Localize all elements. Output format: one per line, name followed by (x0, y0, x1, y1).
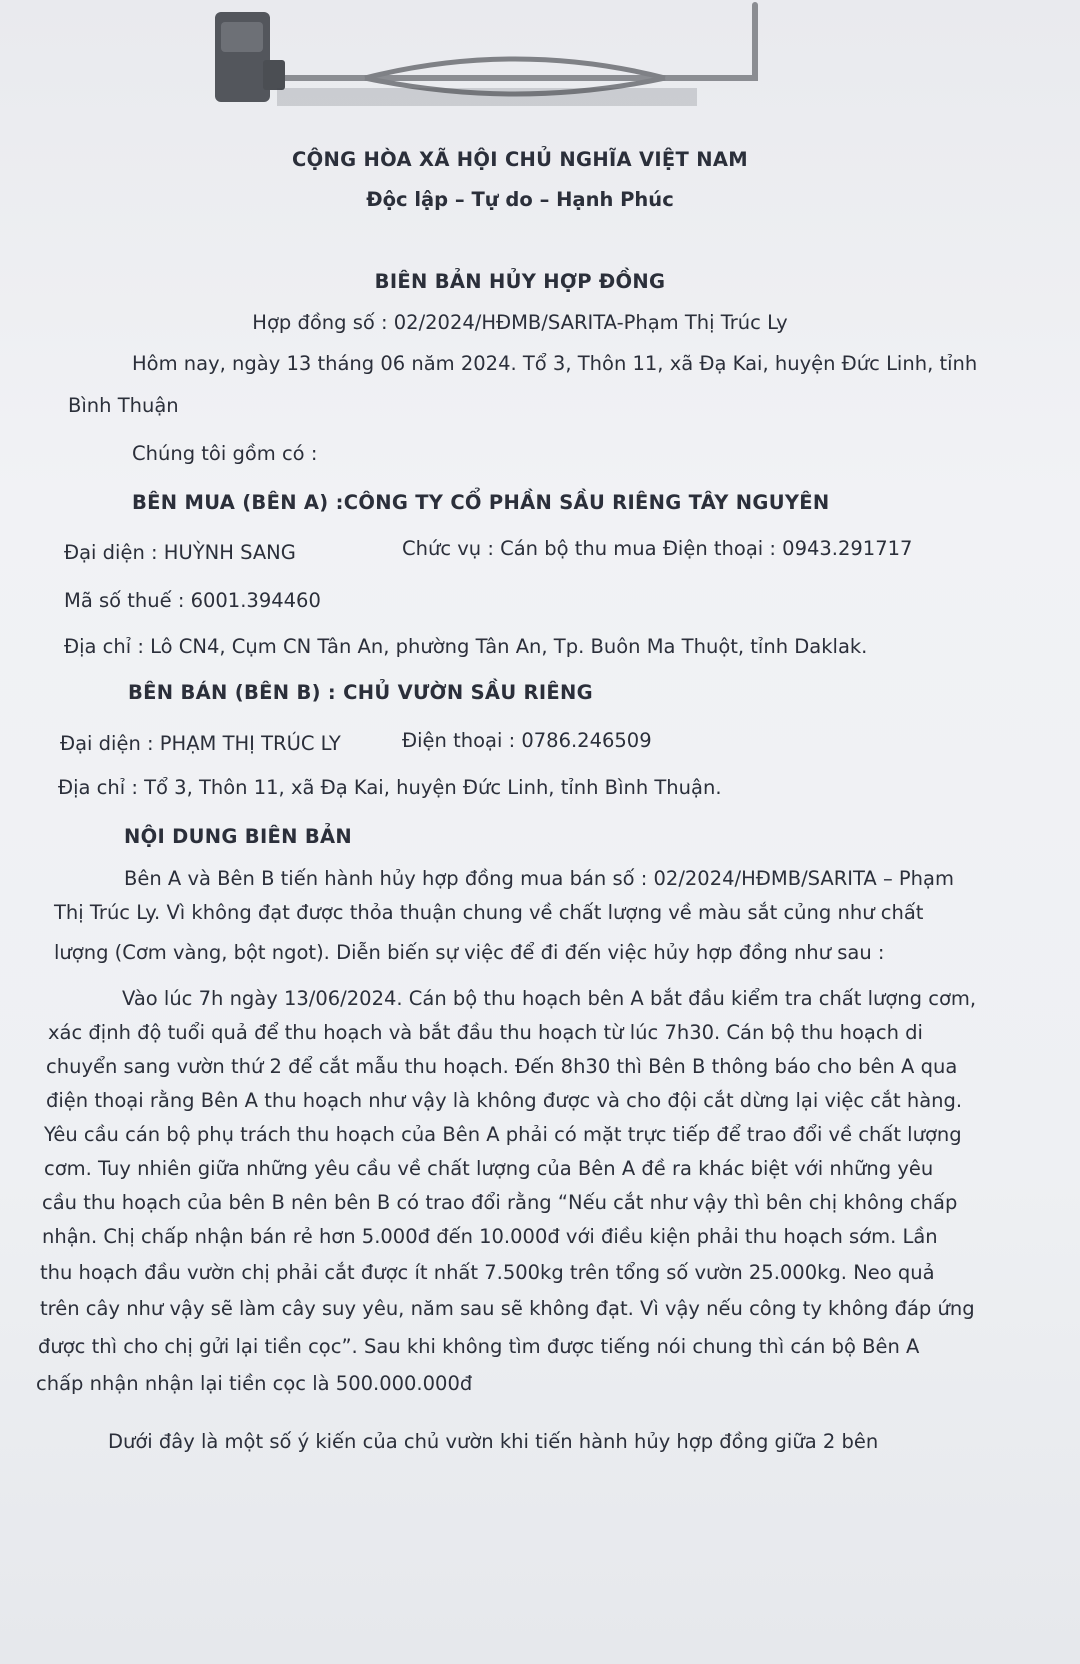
party-a-tax-code: Mã số thuế : 6001.394460 (64, 589, 321, 612)
content-heading: NỘI DUNG BIÊN BẢN (124, 825, 352, 848)
party-a-address: Địa chỉ : Lô CN4, Cụm CN Tân An, phường Tân An, Tp. Buôn Ma Thuột, tỉnh Daklak. (64, 635, 868, 658)
party-b-heading: BÊN BÁN (BÊN B) : CHỦ VƯỜN SẦU RIÊNG (128, 681, 593, 704)
content-p2-line: trên cây như vậy sẽ làm cây suy yêu, năm sau sẽ không đạt. Vì vậy nếu công ty không đáp ứng (40, 1297, 975, 1320)
document-title: BIÊN BẢN HỦY HỢP ĐỒNG (374, 270, 666, 293)
content-p2-line: chuyển sang vườn thứ 2 để cắt mẫu thu hoạch. Đến 8h30 thì Bên B thông báo cho bên A qua (46, 1055, 958, 1078)
content-p2-line: cơm. Tuy nhiên giữa những yêu cầu về chất lượng của Bên A đề ra khác biệt với những yêu (44, 1157, 934, 1180)
motto-header: Độc lập – Tự do – Hạnh Phúc (366, 188, 674, 211)
party-a-heading: BÊN MUA (BÊN A) :CÔNG TY CỔ PHẦN SẦU RIÊNG TÂY NGUYÊN (132, 491, 830, 514)
content-p2-line: Vào lúc 7h ngày 13/06/2024. Cán bộ thu hoạch bên A bắt đầu kiểm tra chất lượng cơm, (122, 987, 977, 1010)
content-p3-line: Dưới đây là một số ý kiến của chủ vườn khi tiến hành hủy hợp đồng giữa 2 bên (108, 1430, 879, 1453)
content-p2-line: Yêu cầu cán bộ phụ trách thu hoạch của Bên A phải có mặt trực tiếp để trao đổi về chất lượng (44, 1123, 962, 1146)
content-p2-line: điện thoại rằng Bên A thu hoạch như vậy là không được và cho đội cắt dừng lại việc cắt hàng. (46, 1089, 963, 1112)
content-p2-line: nhận. Chị chấp nhận bán rẻ hơn 5.000đ đến 10.000đ với điều kiện phải thu hoạch sớm. Lần (42, 1225, 938, 1248)
content-p2-line: chấp nhận nhận lại tiền cọc là 500.000.000đ (36, 1372, 473, 1395)
party-b-phone: Điện thoại : 0786.246509 (402, 729, 652, 752)
content-p1-line: Bên A và Bên B tiến hành hủy hợp đồng mua bán số : 02/2024/HĐMB/SARITA – Phạm (124, 867, 954, 890)
party-b-representative: Đại diện : PHẠM THỊ TRÚC LY (60, 732, 341, 755)
content-p1-line: Thị Trúc Ly. Vì không đạt được thỏa thuận chung về chất lượng về màu sắt củng như chất (54, 901, 924, 924)
party-a-representative: Đại diện : HUỲNH SANG (64, 541, 296, 564)
content-p2-line: xác định độ tuổi quả để thu hoạch và bắt đầu thu hoạch từ lúc 7h30. Cán bộ thu hoạch di (48, 1021, 923, 1044)
intro-line-2: Bình Thuận (68, 394, 179, 417)
content-p2-line: được thì cho chị gửi lại tiền cọc”. Sau khi không tìm được tiếng nói chung thì cán bộ Bên A (38, 1335, 920, 1358)
content-p2-line: cầu thu hoạch của bên B nên bên B có trao đổi rằng “Nếu cắt như vậy thì bên chị không chấp (42, 1191, 958, 1214)
contract-number: Hợp đồng số : 02/2024/HĐMB/SARITA-Phạm Thị Trúc Ly (252, 311, 788, 334)
content-p1-line: lượng (Cơm vàng, bột ngot). Diễn biến sự việc để đi đến việc hủy hợp đồng như sau : (54, 941, 885, 964)
nation-header: CỘNG HÒA XÃ HỘI CHỦ NGHĨA VIỆT NAM (292, 148, 748, 171)
content-p2-line: thu hoạch đầu vườn chị phải cắt được ít nhất 7.500kg trên tổng số vườn 25.000kg. Neo quả (40, 1261, 935, 1284)
intro-line-1: Hôm nay, ngày 13 tháng 06 năm 2024. Tổ 3, Thôn 11, xã Đạ Kai, huyện Đức Linh, tỉnh (132, 352, 978, 375)
parties-label: Chúng tôi gồm có : (132, 442, 318, 465)
party-b-address: Địa chỉ : Tổ 3, Thôn 11, xã Đạ Kai, huyện Đức Linh, tỉnh Bình Thuận. (58, 776, 722, 799)
party-a-position-phone: Chức vụ : Cán bộ thu mua Điện thoại : 0943.291717 (402, 537, 913, 560)
